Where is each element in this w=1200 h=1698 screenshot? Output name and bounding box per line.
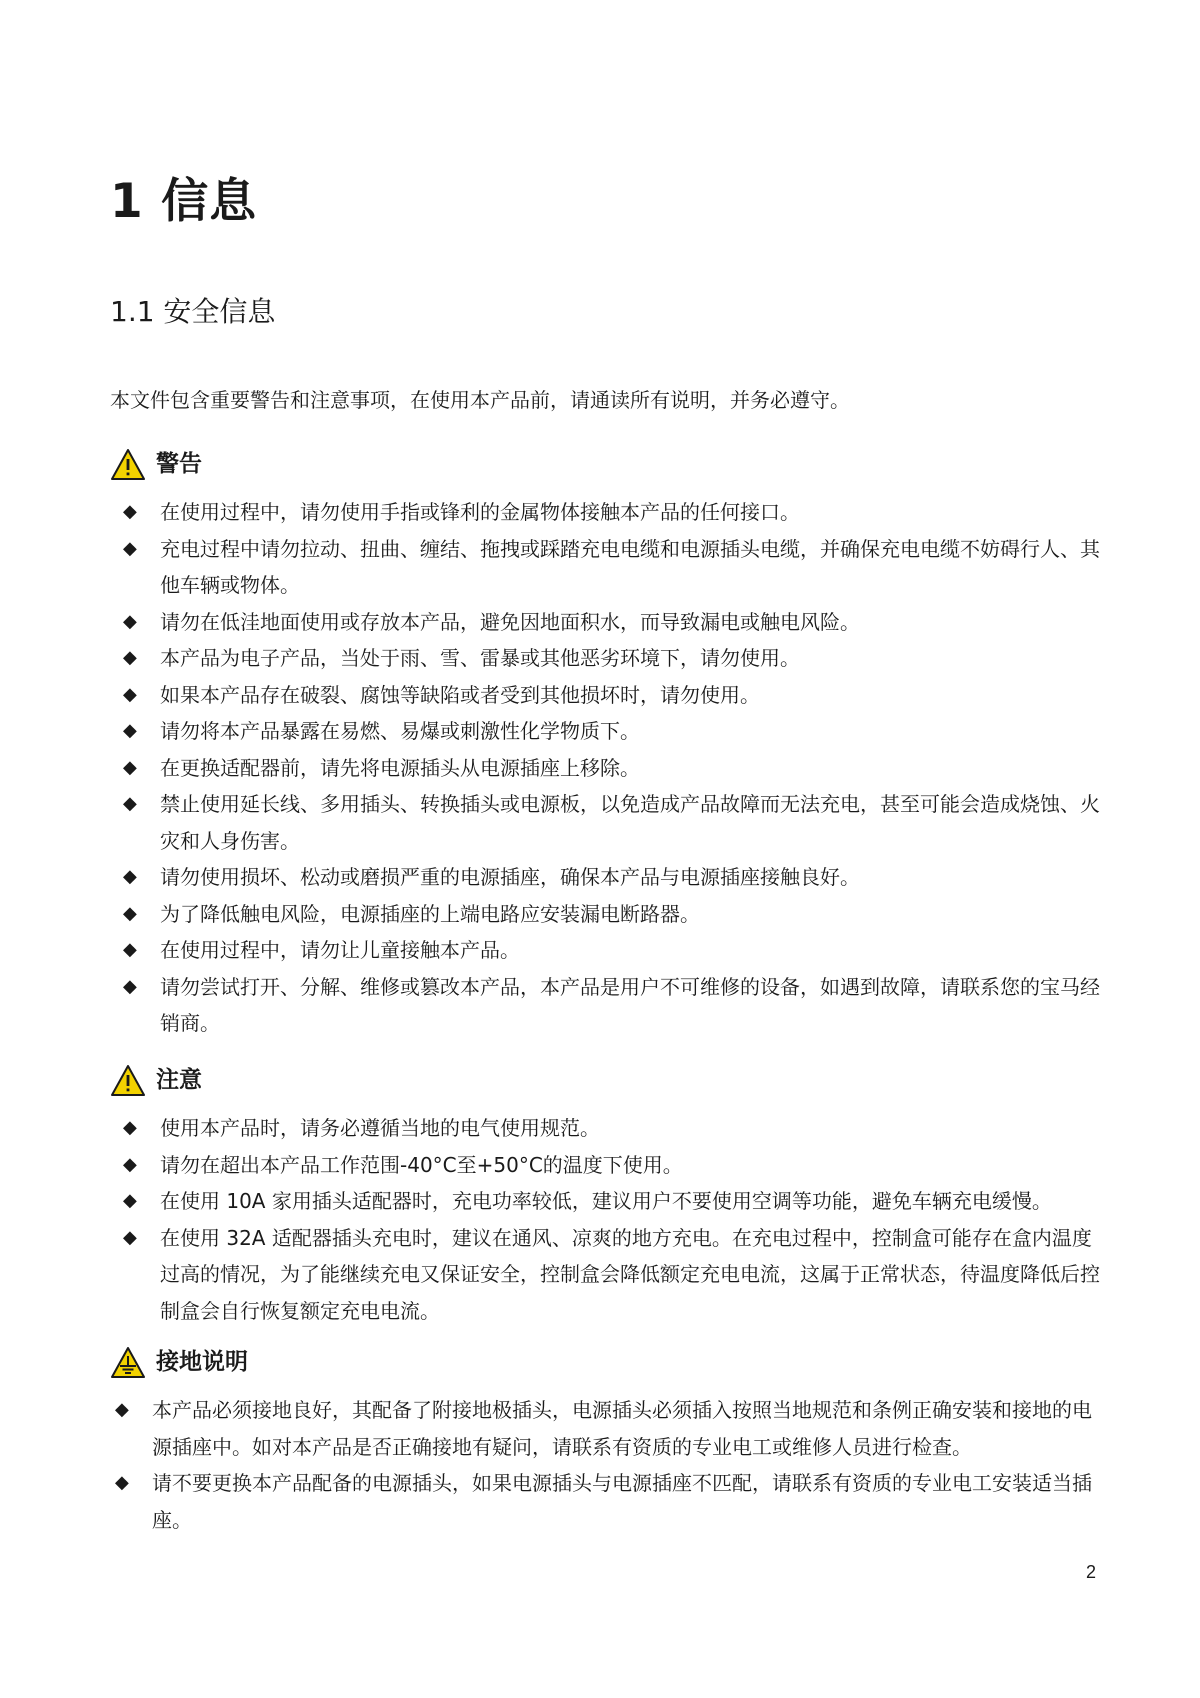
diamond-bullet-icon: ◆ bbox=[123, 610, 137, 632]
list-item bbox=[120, 1220, 1105, 1330]
diamond-bullet-icon: ◆ bbox=[115, 1399, 129, 1420]
diamond-bullet-icon: ◆ bbox=[123, 939, 137, 960]
diamond-bullet-icon: ◆ bbox=[123, 1153, 137, 1175]
list-item bbox=[120, 859, 1105, 896]
list-item-text: 在更换适配器前，请先将电源插头从电源插座上移除。 bbox=[160, 755, 640, 780]
list-item-text: 充电过程中请勿拉动、扭曲、缠结、拖拽或踩踏充电电缆和电源插头电缆，并确保充电电缆不妨碍行人、其他车辆或物体。 bbox=[160, 536, 1100, 597]
list-item bbox=[112, 1392, 1097, 1465]
list-item-text: 请勿使用损坏、松动或磨损严重的电源插座，确保本产品与电源插座接触良好。 bbox=[160, 865, 860, 889]
diamond-bullet-icon: ◆ bbox=[123, 501, 137, 522]
list-item bbox=[112, 1465, 1097, 1538]
list-item-text: 在使用 32A 适配器插头充电时，建议在通风、凉爽的地方充电。在充电过程中，控制盒可能存在盒内温度过高的情况，为了能继续充电又保证安全，控制盒会降低额定充电电流，这属于正常状态，待温度降低后控制盒会自行恢复额定充电电流。 bbox=[160, 1225, 1100, 1323]
list-item bbox=[120, 932, 1105, 969]
list-item-text: 在使用过程中，请勿使用手指或锋利的金属物体接触本产品的任何接口。 bbox=[160, 500, 800, 524]
list-item bbox=[120, 531, 1105, 604]
ground-triangle-icon bbox=[110, 1346, 146, 1379]
list-item-text: 请勿尝试打开、分解、维修或篡改本产品，本产品是用户不可维修的设备，如遇到故障，请联系您的宝马经销商。 bbox=[160, 974, 1100, 1035]
list-item-text: 请勿在超出本产品工作范围-40°C至+50°C的温度下使用。 bbox=[160, 1152, 683, 1177]
list-item-text: 本产品为电子产品，当处于雨、雪、雷暴或其他恶劣环境下，请勿使用。 bbox=[160, 646, 800, 670]
caution-list bbox=[120, 1110, 1105, 1329]
list-item-text: 请勿在低洼地面使用或存放本产品，避免因地面积水，而导致漏电或触电风险。 bbox=[160, 609, 860, 634]
grounding-header bbox=[110, 1342, 248, 1382]
warning-list bbox=[120, 494, 1105, 1042]
diamond-bullet-icon: ◆ bbox=[123, 793, 137, 814]
intro-paragraph: 本文件包含重要警告和注意事项，在使用本产品前，请通读所有说明，并务必遵守。 bbox=[110, 388, 850, 412]
diamond-bullet-icon: ◆ bbox=[123, 537, 137, 559]
list-item bbox=[120, 1183, 1105, 1220]
diamond-bullet-icon: ◆ bbox=[115, 1472, 129, 1493]
diamond-bullet-icon: ◆ bbox=[123, 647, 137, 668]
list-item-text: 请不要更换本产品配备的电源插头，如果电源插头与电源插座不匹配，请联系有资质的专业电工安装适当插座。 bbox=[152, 1471, 1092, 1532]
page-number: 2 bbox=[1086, 1562, 1097, 1582]
diamond-bullet-icon: ◆ bbox=[123, 1190, 137, 1211]
warning-title: 警告 bbox=[156, 451, 202, 477]
list-item-text: 在使用 10A 家用插头适配器时，充电功率较低，建议用户不要使用空调等功能，避免车辆充电缓慢。 bbox=[160, 1189, 1052, 1213]
list-item-text: 在使用过程中，请勿让儿童接触本产品。 bbox=[160, 938, 520, 962]
diamond-bullet-icon: ◆ bbox=[123, 720, 137, 741]
grounding-title: 接地说明 bbox=[156, 1349, 248, 1375]
list-item-text: 本产品必须接地良好，其配备了附接地极插头，电源插头必须插入按照当地规范和条例正确安装和接地的电源插座中。如对本产品是否正确接地有疑问，请联系有资质的专业电工或维修人员进行检查。 bbox=[152, 1398, 1092, 1459]
list-item-text: 禁止使用延长线、多用插头、转换插头或电源板，以免造成产品故障而无法充电，甚至可能会造成烧蚀、火灾和人身伤害。 bbox=[160, 792, 1100, 853]
list-item-text: 请勿将本产品暴露在易燃、易爆或刺激性化学物质下。 bbox=[160, 719, 640, 743]
warning-header bbox=[110, 444, 202, 484]
warning-triangle-icon bbox=[110, 1064, 146, 1097]
list-item bbox=[120, 494, 1105, 531]
diamond-bullet-icon: ◆ bbox=[123, 866, 137, 887]
caution-title: 注意 bbox=[156, 1067, 202, 1093]
list-item bbox=[120, 1110, 1105, 1147]
list-item bbox=[120, 896, 1105, 933]
list-item bbox=[120, 1147, 1105, 1184]
list-item bbox=[120, 969, 1105, 1042]
diamond-bullet-icon: ◆ bbox=[123, 1117, 137, 1138]
list-item-text: 使用本产品时，请务必遵循当地的电气使用规范。 bbox=[160, 1116, 600, 1140]
list-item bbox=[120, 604, 1105, 641]
diamond-bullet-icon: ◆ bbox=[123, 975, 137, 997]
list-item-text: 如果本产品存在破裂、腐蚀等缺陷或者受到其他损坏时，请勿使用。 bbox=[160, 682, 760, 707]
grounding-list bbox=[112, 1392, 1097, 1538]
diamond-bullet-icon: ◆ bbox=[123, 902, 137, 924]
section-heading: 1.1 安全信息 bbox=[110, 295, 276, 328]
list-item bbox=[120, 677, 1105, 714]
list-item bbox=[120, 640, 1105, 677]
diamond-bullet-icon: ◆ bbox=[123, 1226, 137, 1248]
diamond-bullet-icon: ◆ bbox=[123, 683, 137, 705]
caution-header bbox=[110, 1060, 202, 1100]
list-item bbox=[120, 750, 1105, 787]
list-item bbox=[120, 713, 1105, 750]
warning-triangle-icon bbox=[110, 448, 146, 481]
list-item bbox=[120, 786, 1105, 859]
diamond-bullet-icon: ◆ bbox=[123, 756, 137, 778]
list-item-text: 为了降低触电风险，电源插座的上端电路应安装漏电断路器。 bbox=[160, 901, 700, 926]
chapter-heading: 1 信息 bbox=[110, 174, 258, 229]
